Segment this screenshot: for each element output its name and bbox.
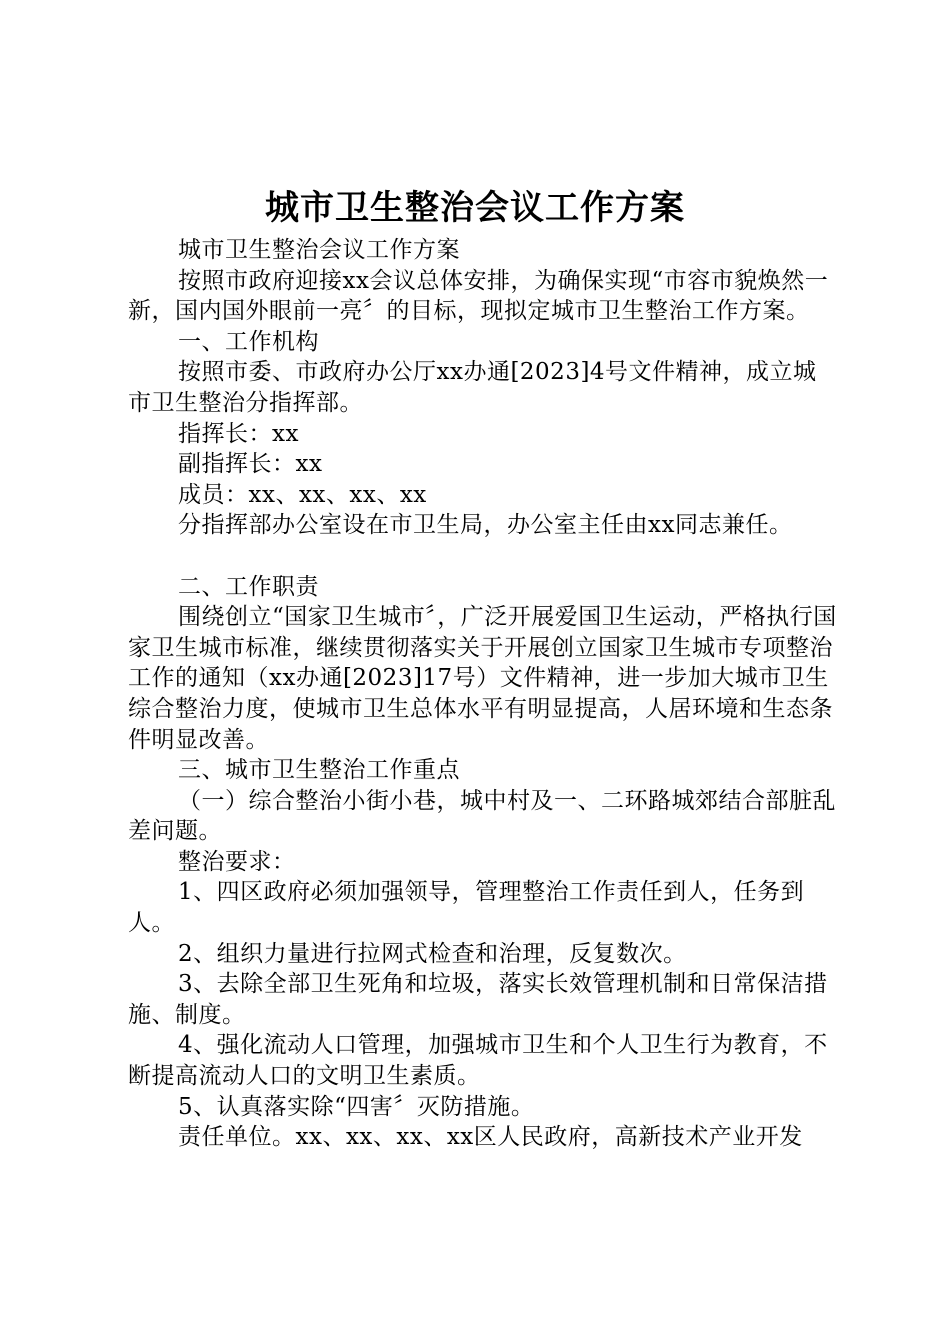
- paragraph-requirement-2: 2、组织力量进行拉网式检查和治理，反复数次。: [178, 940, 687, 967]
- paragraph-intro: 按照市政府迎接xx会议总体安排，为确保实现“市容市貌焕然一新，国内国外眼前一亮〞的目标，现拟定城市卫生整治工作方案。: [128, 267, 829, 325]
- paragraph-requirement-5: 5、认真落实除“四害〞灭防措施。: [178, 1093, 535, 1120]
- heading-section-3: 三、城市卫生整治工作重点: [178, 757, 460, 784]
- document-body: [128, 235, 838, 1153]
- paragraph-office: 分指挥部办公室设在市卫生局，办公室主任由xx同志兼任。: [178, 512, 793, 539]
- paragraph-requirements-label: 整治要求：: [178, 848, 296, 875]
- paragraph-requirement-3: 3、去除全部卫生死角和垃圾，落实长效管理机制和日常保洁措施、制度。: [128, 971, 828, 1028]
- paragraph-focus-1: （一）综合整治小街小巷，城中村及一、二环路城郊结合部脏乱差问题。: [128, 787, 836, 845]
- paragraph-commander: 指挥长：xx: [178, 420, 299, 447]
- heading-section-2: 二、工作职责: [178, 573, 319, 600]
- paragraph-members: 成员：xx、xx、xx、xx: [178, 481, 427, 508]
- paragraph-deputy-commander: 副指挥长：xx: [178, 451, 323, 478]
- document-title: 城市卫生整治会议工作方案: [265, 188, 685, 228]
- paragraph-duties: 围绕创立“国家卫生城市〞，广泛开展爱国卫生运动，严格执行国家卫生城市标准，继续贯彻落实关于开展创立国家卫生城市专项整治工作的通知（xx办通[2023]17号）文件精神，进一步加大城市卫生综合整治力度，使城市卫生总体水平有明显提高，人居环境和生态条件明显改善。: [128, 604, 837, 753]
- blank-line: [128, 541, 838, 572]
- paragraph-responsible-units: 责任单位。xx、xx、xx、xx区人民政府，高新技术产业开发: [178, 1124, 803, 1151]
- paragraph-requirement-1: 1、四区政府必须加强领导，管理整治工作责任到人，任务到人。: [128, 879, 805, 937]
- paragraph-requirement-4: 4、强化流动人口管理，加强城市卫生和个人卫生行为教育，不断提高流动人口的文明卫生素质。: [128, 1032, 828, 1090]
- heading-section-1: 一、工作机构: [178, 328, 319, 355]
- paragraph-subtitle: 城市卫生整治会议工作方案: [178, 237, 460, 263]
- paragraph-organization: 按照市委、市政府办公厅xx办通[2023]4号文件精神，成立城市卫生整治分指挥部。: [128, 359, 817, 416]
